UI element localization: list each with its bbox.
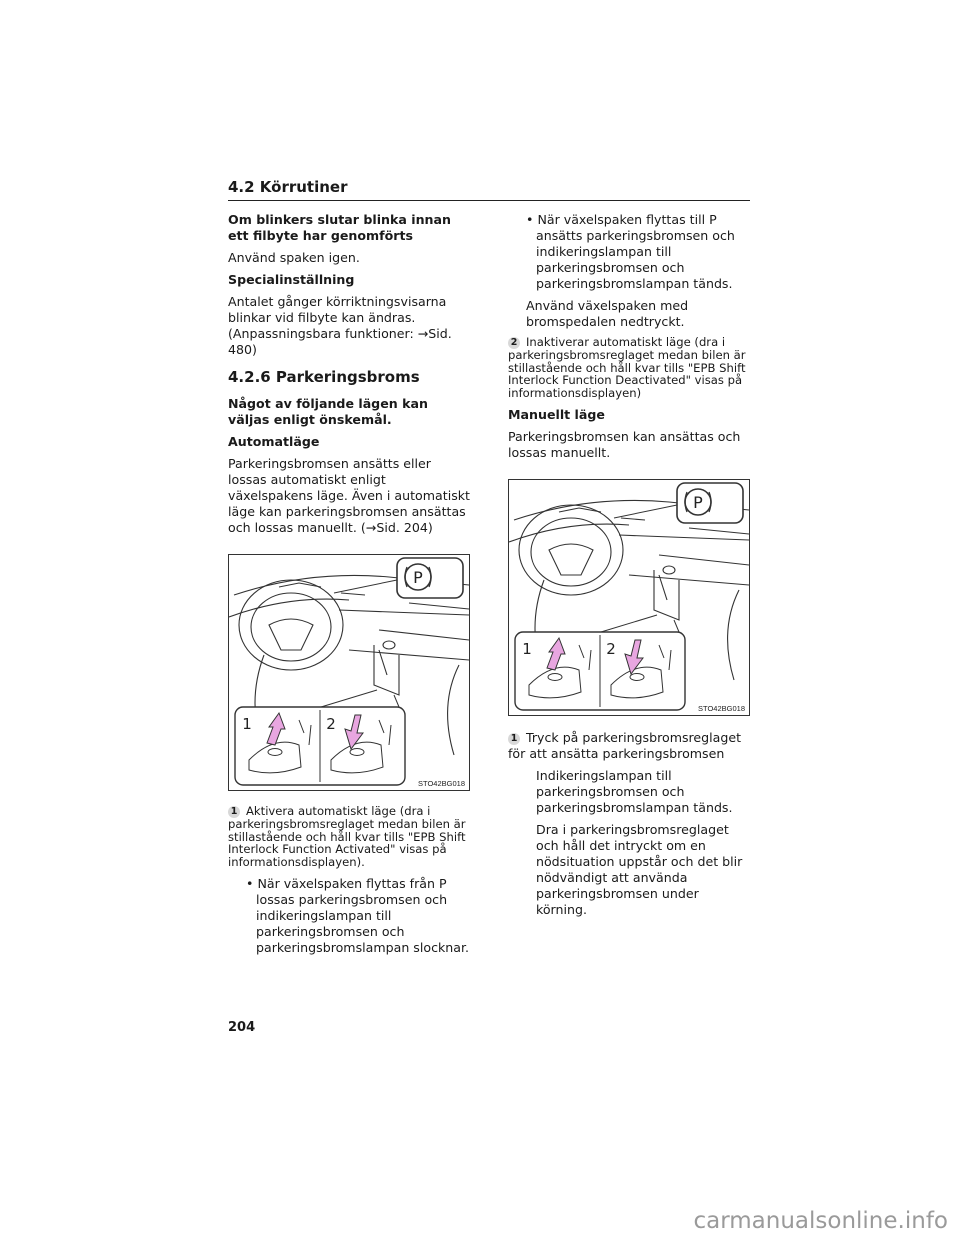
callout-2: 2 <box>606 640 616 658</box>
page-number: 204 <box>228 1020 256 1035</box>
auto-mode-body: Parkeringsbromsen ansätts eller lossas automatiskt enligt växelspakens läge. Även i automatiskt läge kan parkeringsbromsen ansättas och lossas manuellt. (→Sid. 204) <box>228 456 470 535</box>
modes-intro: Något av följande lägen kan väljas enligt önskemål. <box>228 396 428 427</box>
manual-mode-title: Manuellt läge <box>508 407 605 422</box>
auto-mode-title: Automatläge <box>228 434 320 449</box>
p-symbol: P <box>693 493 703 512</box>
question-body: Använd spaken igen. <box>228 250 360 265</box>
step-1-manual-text: Tryck på parkeringsbromsreglaget för att ansätta parkeringsbromsen <box>508 730 742 761</box>
bullet-shift-to-p: • När växelspaken flyttas till P ansätts parkeringsbromsen och indikeringslampan till parkeringsbromsen och parkeringsbromslampan tänds. <box>526 212 735 291</box>
step-2-auto-text: Inaktiverar automatiskt läge (dra i parkeringsbromsreglaget medan bilen är stillastående och håll kvar tills "EPB Shift Interlock Function Deactivated" visas på informationsdisplayen) <box>508 335 746 400</box>
step-number-badge: 1 <box>508 733 520 745</box>
bullet-shift-from-p: • När växelspaken flyttas från P lossas parkeringsbromsen och indikeringslampan till parkeringsbromsen och parkeringsbromslampan slocknar. <box>246 876 470 955</box>
parking-brake-illustration-manual <box>508 479 750 716</box>
p-indicator-box <box>397 558 463 598</box>
p-indicator-box <box>677 483 743 523</box>
special-setting-title: Specialinställning <box>228 272 355 287</box>
bullet-shift-to-p-text: När växelspaken flyttas till P ansätts parkeringsbromsen och indikeringslampan till parkeringsbromsen och parkeringsbromslampan tänds. <box>536 212 735 291</box>
figure-code: STO42BG018 <box>418 779 465 788</box>
dashboard-drawing <box>509 480 749 715</box>
manual-note-1: Indikeringslampan till parkeringsbromsen och parkeringsbromslampan tänds. <box>536 768 733 815</box>
step-number-badge: 2 <box>508 337 520 349</box>
section-header: 4.2 Körrutiner <box>228 178 750 201</box>
manual-mode-body: Parkeringsbromsen kan ansättas och lossas manuellt. <box>508 429 741 460</box>
step-1-manual <box>508 730 750 762</box>
watermark: carmanualsonline.info <box>693 1208 948 1234</box>
p-symbol: P <box>413 568 423 587</box>
callout-2: 2 <box>326 715 336 733</box>
manual-note-2: Dra i parkeringsbromsreglaget och håll det intryckt om en nödsituation uppstår och det blir nödvändigt att använda parkeringsbromsen under körning. <box>536 822 743 917</box>
parking-brake-illustration <box>228 554 470 791</box>
left-column <box>228 212 470 962</box>
step-2-auto <box>508 336 750 399</box>
bullet-shift-from-p-text: När växelspaken flyttas från P lossas parkeringsbromsen och indikeringslampan till parkeringsbromsen och parkeringsbromslampan slocknar. <box>256 876 470 955</box>
step-1-auto <box>228 805 470 868</box>
figure-code: STO42BG018 <box>698 704 745 713</box>
section-heading: 4.2.6 Parkeringsbroms <box>228 368 420 386</box>
callout-1: 1 <box>522 640 532 658</box>
step-number-badge: 1 <box>228 806 240 818</box>
question-title: Om blinkers slutar blinka innan ett filbyte har genomförts <box>228 212 451 243</box>
bullet-shift-note: Använd växelspaken med bromspedalen nedtryckt. <box>526 298 689 329</box>
callout-1: 1 <box>242 715 252 733</box>
right-column <box>508 212 750 924</box>
step-1-auto-text: Aktivera automatiskt läge (dra i parkeringsbromsreglaget medan bilen är stillastående och håll kvar tills "EPB Shift Interlock Function Activated" visas på informationsdisplayen). <box>228 804 466 869</box>
special-setting-body: Antalet gånger körriktningsvisarna blinkar vid filbyte kan ändras. (Anpassningsbara funktioner: →Sid. 480) <box>228 294 452 357</box>
dashboard-drawing <box>229 555 469 790</box>
